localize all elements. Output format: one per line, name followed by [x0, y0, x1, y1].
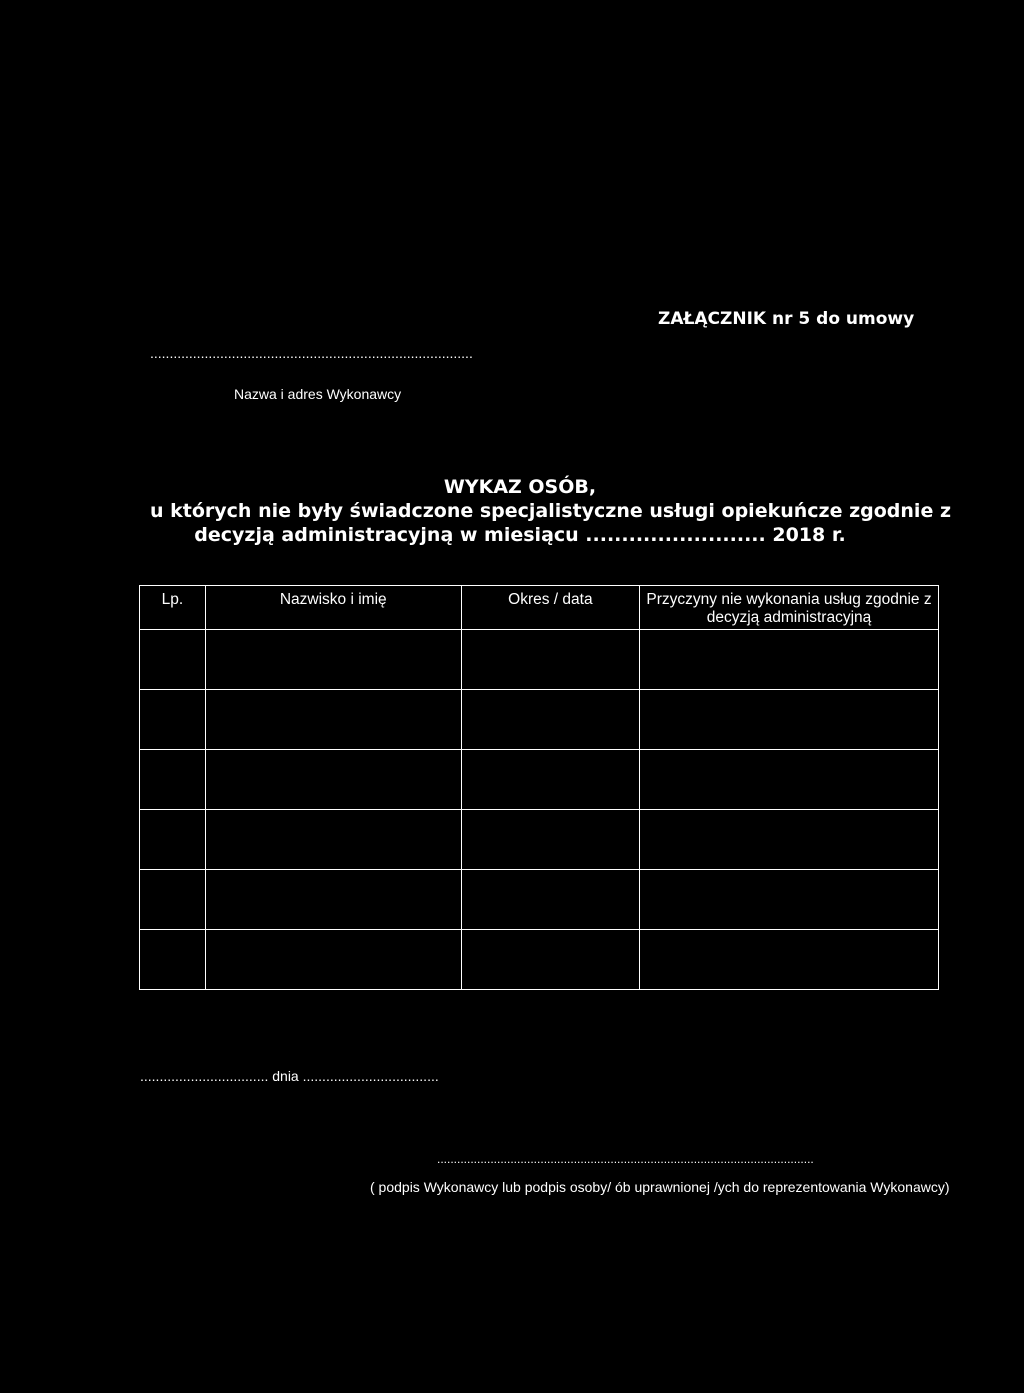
table-cell[interactable]	[461, 690, 639, 750]
title-line-3: decyzją administracyjną w miesiącu ......................... 2018 r.	[194, 524, 846, 546]
place-date-line: ................................. dnia ...................................	[140, 1068, 439, 1084]
header-lp: Lp.	[140, 586, 206, 630]
title-line-1: WYKAZ OSÓB,	[443, 476, 597, 498]
title-line-2: u których nie były świadczone specjalistyczne usługi opiekuńcze zgodnie z	[150, 500, 952, 522]
contractor-dotted-line: ...................................................................................	[150, 345, 473, 361]
table-header-row	[140, 586, 939, 630]
table-cell[interactable]	[640, 870, 939, 930]
table-cell[interactable]	[461, 630, 639, 690]
table-cell[interactable]	[205, 630, 461, 690]
table-cell[interactable]	[140, 930, 206, 990]
table-cell[interactable]	[205, 750, 461, 810]
header-reasons: Przyczyny nie wykonania usług zgodnie z decyzją administracyjną	[640, 586, 939, 630]
table-cell[interactable]	[640, 690, 939, 750]
table-cell[interactable]	[140, 750, 206, 810]
table-cell[interactable]	[140, 810, 206, 870]
table-cell[interactable]	[640, 930, 939, 990]
table-cell[interactable]	[640, 810, 939, 870]
table-row	[140, 690, 939, 750]
table-cell[interactable]	[461, 810, 639, 870]
table-cell[interactable]	[461, 750, 639, 810]
table-cell[interactable]	[461, 930, 639, 990]
contractor-label: Nazwa i adres Wykonawcy	[234, 386, 402, 402]
header-period: Okres / data	[461, 586, 639, 630]
signature-dotted-line: .................................................................................................................	[437, 1152, 814, 1166]
table-row	[140, 630, 939, 690]
table-row	[140, 870, 939, 930]
table-row	[140, 930, 939, 990]
table-cell[interactable]	[461, 870, 639, 930]
table-cell[interactable]	[205, 930, 461, 990]
table-cell[interactable]	[205, 690, 461, 750]
signature-caption: ( podpis Wykonawcy lub podpis osoby/ ób uprawnionej /ych do reprezentowania Wykonawcy)	[370, 1179, 950, 1195]
table-row	[140, 810, 939, 870]
table-cell[interactable]	[205, 870, 461, 930]
table-cell[interactable]	[140, 870, 206, 930]
document-title	[150, 475, 952, 547]
table-cell[interactable]	[640, 750, 939, 810]
table-cell[interactable]	[140, 690, 206, 750]
header-name: Nazwisko i imię	[205, 586, 461, 630]
table-row	[140, 750, 939, 810]
table-cell[interactable]	[140, 630, 206, 690]
table-cell[interactable]	[640, 630, 939, 690]
persons-table	[139, 585, 939, 990]
table-cell[interactable]	[205, 810, 461, 870]
attachment-label: ZAŁĄCZNIK nr 5 do umowy	[658, 309, 915, 329]
